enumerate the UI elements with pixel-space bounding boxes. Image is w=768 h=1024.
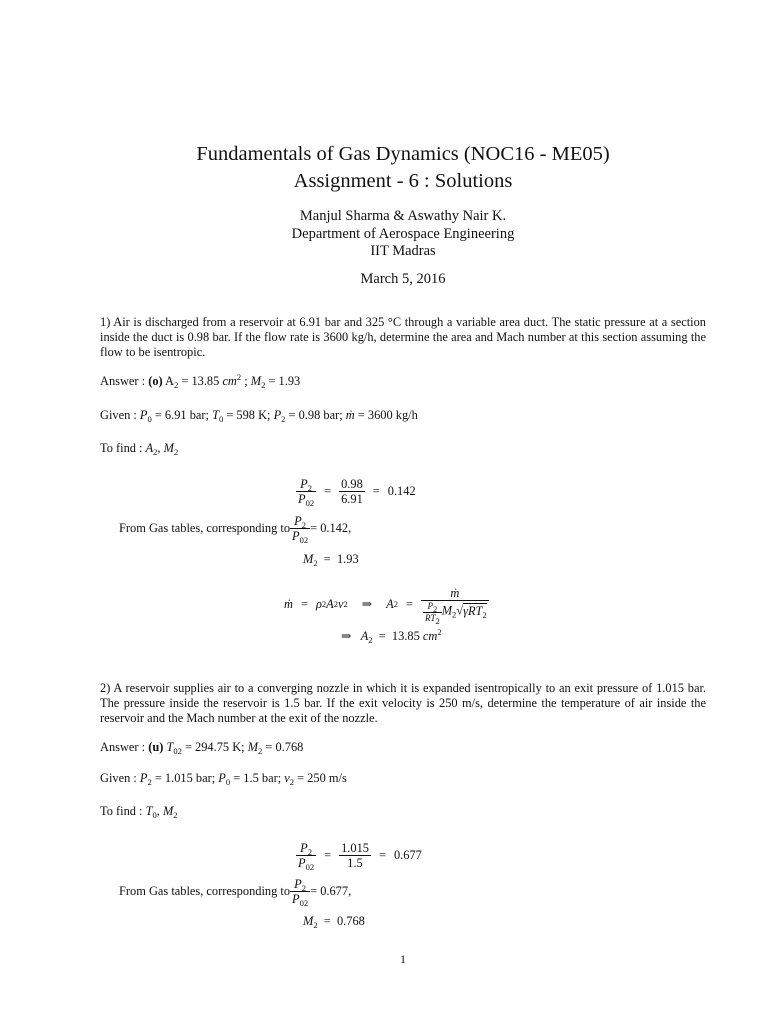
authors: Manjul Sharma & Aswathy Nair K. xyxy=(299,208,507,224)
q2-gas-tables-line: From Gas tables, corresponding to $\frac{P_2}{P_{02}}$ = 0.677, xyxy=(119,877,352,909)
q1-area-result: ⇒ $A_2 = 13.85$ $cm^2$ xyxy=(341,627,442,645)
q1-gas-tables-line: From Gas tables, corresponding to $\frac{P_2}{P_{02}}$ = 0.142, xyxy=(119,514,352,546)
q2-question: 2) A reservoir supplies air to a converging nozzle in which it is expanded isentropically to an exit pressure of 1.015 bar. The pressure inside the reservoir is 1.5 bar. If the exit velocity is 250 m/s, determine the temperature of air inside the reservoir and the Mach number at the exit of the nozzle. xyxy=(100,681,706,725)
institute: IIT Madras xyxy=(370,243,436,259)
department: Department of Aerospace Engineering xyxy=(291,226,515,242)
q1-given: Given : $P_0 = 6.91$ bar; $T_0 = 598$ K; $P_2 = 0.98$ bar; ṁ = 3600 kg/h xyxy=(100,408,418,424)
page-number: 1 xyxy=(400,952,406,966)
q2-pressure-ratio-equation: $\frac{P_2}{P_{02}}$ = $\frac{1.015}{1.5}$ = 0.677 xyxy=(298,841,422,873)
q1-question: 1) Air is discharged from a reservoir at 6.91 bar and 325 °C through a variable area duct. The static pressure at a section inside the duct is 0.98 bar. If the flow rate is 3600 kg/h, determine the area and Mach number at this section assuming the flow to be isentropic. xyxy=(100,315,706,359)
paper-title: Fundamentals of Gas Dynamics (NOC16 - ME05) xyxy=(196,143,610,165)
q2-mach-result: $M_2 = 0.768$ xyxy=(303,914,365,930)
q1-pressure-ratio-equation: $\frac{P_2}{P_{02}}$ = $\frac{0.98}{6.91}$ = 0.142 xyxy=(298,477,416,509)
q2-given: Given : $P_2 = 1.015$ bar; $P_0 = 1.5$ bar; $v_2 = 250$ m/s xyxy=(100,771,347,787)
q1-tofind: To find : $A_2$, $M_2$ xyxy=(100,441,179,457)
q1-mass-flow-equation: ṁ = ρ 2 A 2 v 2 ⇒ A 2 = ṁ $\frac{P_2}{RT_2}$ $M_2√\gamma RT_2$ xyxy=(284,586,487,626)
date: March 5, 2016 xyxy=(360,271,446,287)
q1-answer: Answer : (o) $A_2 = 13.85$ $cm^2$ ; $M_2 = 1.93$ xyxy=(100,372,301,390)
q1-mach-result: $M_2 = 1.93$ xyxy=(303,552,359,568)
q2-answer: Answer : (u) $T_{02} = 294.75$ K; $M_2 = 0.768$ xyxy=(100,740,304,756)
q2-tofind: To find : $T_0$, $M_2$ xyxy=(100,804,178,820)
paper-subtitle: Assignment - 6 : Solutions xyxy=(293,170,513,192)
